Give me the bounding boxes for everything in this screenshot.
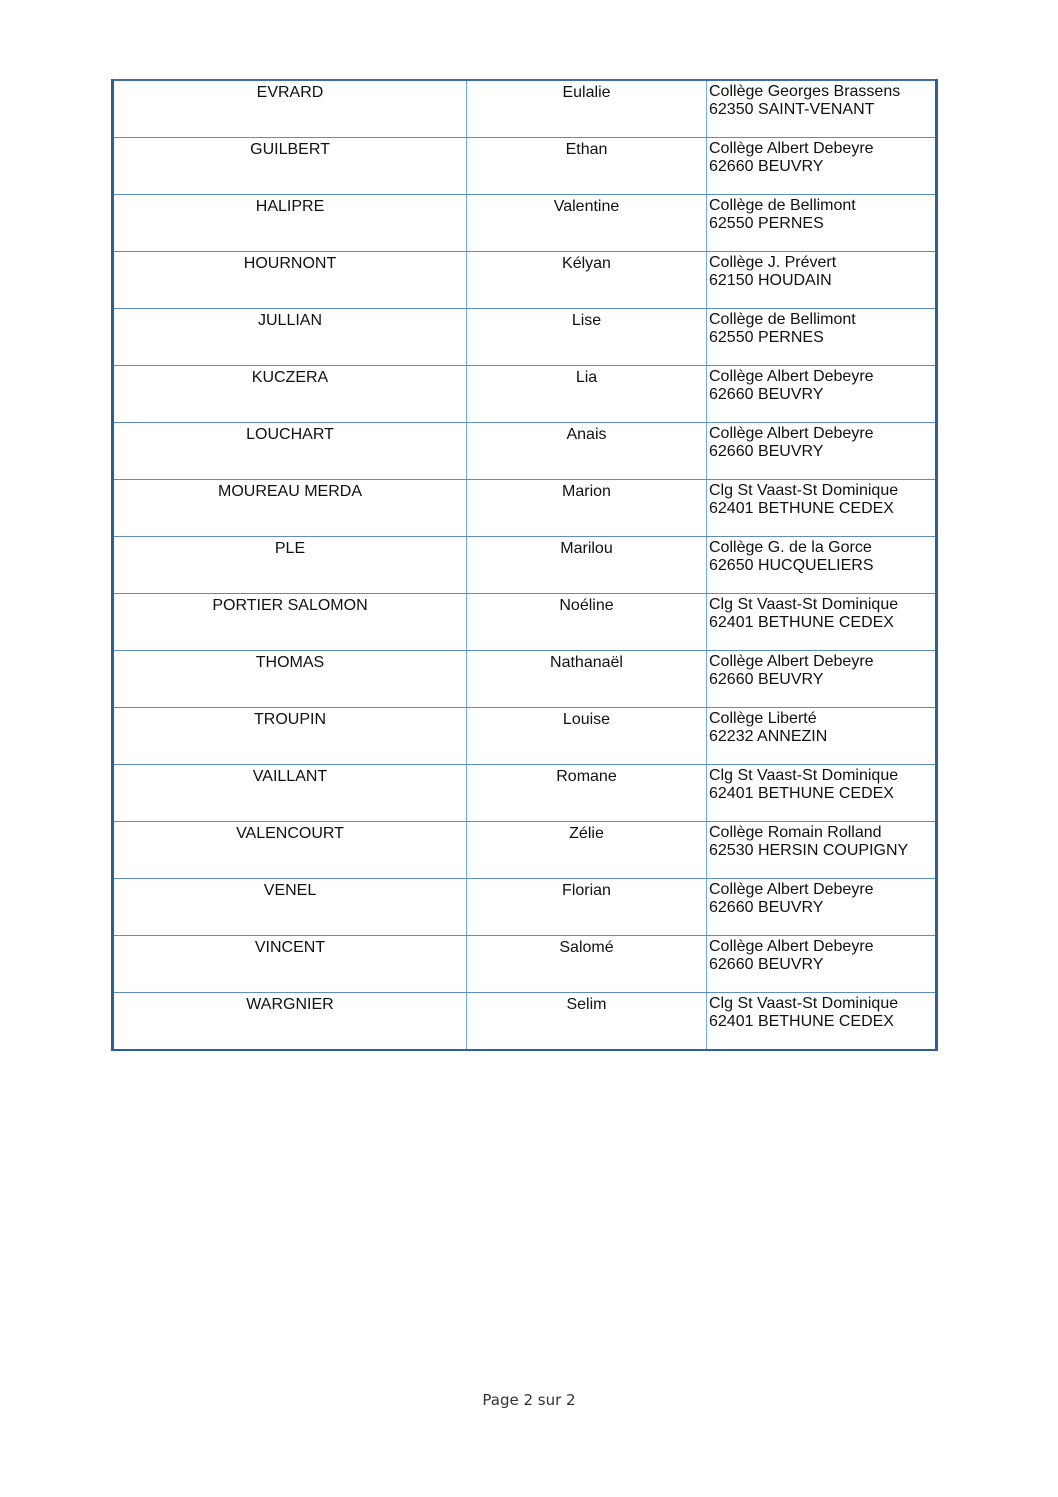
last-name: TROUPIN <box>254 711 326 728</box>
first-name-cell <box>467 309 707 366</box>
school-cell <box>707 138 937 195</box>
first-name: Lise <box>571 312 602 329</box>
school-city: 62401 BETHUNE CEDEX <box>709 614 894 631</box>
school-cell <box>707 651 937 708</box>
first-name: Nathanaël <box>550 654 623 671</box>
last-name-cell <box>113 480 467 537</box>
first-name: Kélyan <box>562 255 611 272</box>
table-row <box>113 80 937 138</box>
school-city: 62350 SAINT-VENANT <box>709 101 875 118</box>
last-name-cell <box>113 252 467 309</box>
last-name-cell <box>113 993 467 1051</box>
school-name: Collège de Bellimont <box>709 197 856 214</box>
last-name-cell <box>113 765 467 822</box>
first-name: Marion <box>562 483 611 500</box>
first-name: Ethan <box>565 141 608 158</box>
last-name-cell <box>113 822 467 879</box>
table-row <box>113 936 937 993</box>
table-row <box>113 252 937 309</box>
school-city: 62401 BETHUNE CEDEX <box>709 1013 894 1030</box>
first-name-cell <box>467 423 707 480</box>
last-name: MOUREAU MERDA <box>217 483 362 500</box>
first-name-cell <box>467 480 707 537</box>
last-name: GUILBERT <box>250 141 330 158</box>
first-name-cell <box>467 879 707 936</box>
school-cell <box>707 195 937 252</box>
last-name-cell <box>113 879 467 936</box>
table-row <box>113 138 937 195</box>
last-name: THOMAS <box>255 654 325 671</box>
school-name: Collège Albert Debeyre <box>709 881 874 898</box>
last-name: VAILLANT <box>252 768 328 785</box>
last-name-cell <box>113 309 467 366</box>
first-name: Noéline <box>559 597 614 614</box>
school-city: 62550 PERNES <box>709 329 824 346</box>
student-table <box>111 79 938 1051</box>
school-name: Collège Romain Rolland <box>709 824 882 841</box>
first-name: Eulalie <box>562 84 611 101</box>
table-row <box>113 993 937 1051</box>
first-name: Lia <box>575 369 598 386</box>
last-name: LOUCHART <box>246 426 334 443</box>
school-name: Collège Liberté <box>709 710 817 727</box>
first-name-cell <box>467 366 707 423</box>
school-city: 62401 BETHUNE CEDEX <box>709 500 894 517</box>
table-row <box>113 366 937 423</box>
last-name: HOURNONT <box>243 255 337 272</box>
last-name-cell <box>113 936 467 993</box>
school-name: Collège Albert Debeyre <box>709 425 874 442</box>
table-row <box>113 822 937 879</box>
last-name-cell <box>113 423 467 480</box>
student-table-container <box>111 79 935 1051</box>
school-name: Collège J. Prévert <box>709 254 837 271</box>
table-row <box>113 423 937 480</box>
last-name-cell <box>113 708 467 765</box>
last-name: KUCZERA <box>251 369 329 386</box>
school-cell <box>707 936 937 993</box>
first-name: Florian <box>562 882 611 899</box>
last-name-cell <box>113 537 467 594</box>
last-name: HALIPRE <box>255 198 325 215</box>
table-row <box>113 651 937 708</box>
school-cell <box>707 480 937 537</box>
school-cell <box>707 708 937 765</box>
first-name: Romane <box>556 768 617 785</box>
school-name: Collège Albert Debeyre <box>709 653 874 670</box>
first-name-cell <box>467 993 707 1051</box>
school-cell <box>707 309 937 366</box>
first-name-cell <box>467 138 707 195</box>
last-name: WARGNIER <box>246 996 334 1013</box>
school-name: Clg St Vaast-St Dominique <box>709 767 899 784</box>
last-name: PLE <box>274 540 306 557</box>
table-row <box>113 879 937 936</box>
last-name: JULLIAN <box>257 312 323 329</box>
last-name: VENEL <box>263 882 317 899</box>
school-cell <box>707 879 937 936</box>
table-row <box>113 195 937 252</box>
first-name: Anais <box>566 426 607 443</box>
school-cell <box>707 993 937 1051</box>
first-name-cell <box>467 195 707 252</box>
school-name: Collège Albert Debeyre <box>709 938 874 955</box>
table-row <box>113 480 937 537</box>
school-city: 62401 BETHUNE CEDEX <box>709 785 894 802</box>
last-name: EVRARD <box>256 84 324 101</box>
last-name-cell <box>113 651 467 708</box>
school-cell <box>707 822 937 879</box>
school-cell <box>707 252 937 309</box>
school-name: Clg St Vaast-St Dominique <box>709 482 899 499</box>
school-city: 62660 BEUVRY <box>709 443 824 460</box>
school-cell <box>707 537 937 594</box>
first-name: Valentine <box>553 198 620 215</box>
school-cell <box>707 80 937 138</box>
school-city: 62660 BEUVRY <box>709 899 824 916</box>
last-name: VINCENT <box>254 939 326 956</box>
table-row <box>113 594 937 651</box>
first-name: Louise <box>562 711 611 728</box>
page-number: Page 2 sur 2 <box>482 1391 576 1409</box>
school-cell <box>707 765 937 822</box>
first-name-cell <box>467 822 707 879</box>
school-cell <box>707 594 937 651</box>
school-name: Collège Albert Debeyre <box>709 368 874 385</box>
first-name-cell <box>467 252 707 309</box>
school-city: 62650 HUCQUELIERS <box>709 557 874 574</box>
school-city: 62660 BEUVRY <box>709 956 824 973</box>
school-city: 62660 BEUVRY <box>709 158 824 175</box>
first-name-cell <box>467 765 707 822</box>
school-name: Collège de Bellimont <box>709 311 856 328</box>
table-row <box>113 309 937 366</box>
school-city: 62660 BEUVRY <box>709 386 824 403</box>
last-name-cell <box>113 80 467 138</box>
last-name-cell <box>113 594 467 651</box>
first-name-cell <box>467 708 707 765</box>
school-name: Collège Georges Brassens <box>709 83 901 100</box>
school-city: 62232 ANNEZIN <box>709 728 828 745</box>
school-cell <box>707 423 937 480</box>
table-row <box>113 708 937 765</box>
school-cell <box>707 366 937 423</box>
school-city: 62530 HERSIN COUPIGNY <box>709 842 909 859</box>
table-row <box>113 765 937 822</box>
first-name: Salomé <box>559 939 614 956</box>
table-row <box>113 537 937 594</box>
last-name: VALENCOURT <box>236 825 344 842</box>
first-name-cell <box>467 651 707 708</box>
last-name-cell <box>113 195 467 252</box>
first-name: Marilou <box>560 540 613 557</box>
school-name: Collège Albert Debeyre <box>709 140 874 157</box>
student-table-body <box>113 80 937 1050</box>
first-name-cell <box>467 80 707 138</box>
school-name: Clg St Vaast-St Dominique <box>709 995 899 1012</box>
last-name-cell <box>113 138 467 195</box>
school-city: 62550 PERNES <box>709 215 824 232</box>
first-name: Selim <box>566 996 607 1013</box>
school-city: 62150 HOUDAIN <box>709 272 832 289</box>
school-city: 62660 BEUVRY <box>709 671 824 688</box>
last-name: PORTIER SALOMON <box>212 597 368 614</box>
first-name: Zélie <box>569 825 604 842</box>
first-name-cell <box>467 594 707 651</box>
school-name: Clg St Vaast-St Dominique <box>709 596 899 613</box>
first-name-cell <box>467 936 707 993</box>
school-name: Collège G. de la Gorce <box>709 539 872 556</box>
first-name-cell <box>467 537 707 594</box>
last-name-cell <box>113 366 467 423</box>
